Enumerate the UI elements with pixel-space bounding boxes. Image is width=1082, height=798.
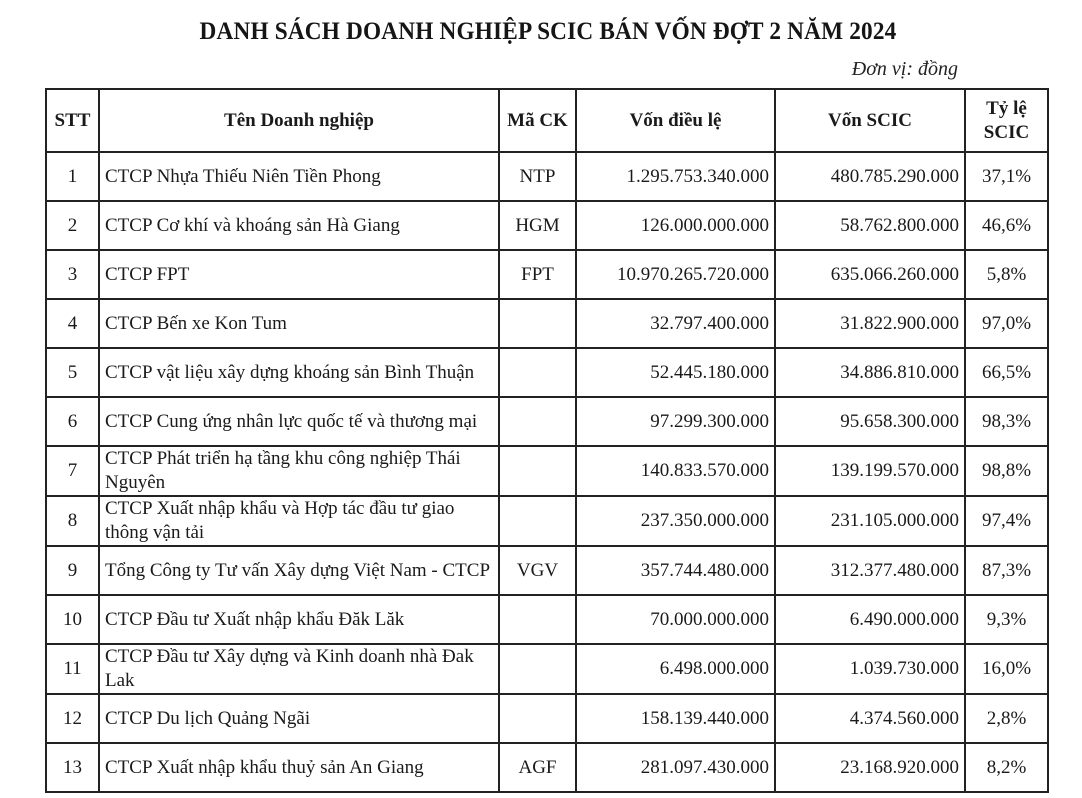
unit-note: Đơn vị: đồng xyxy=(851,58,958,80)
header-scic-capital: Vốn SCIC xyxy=(775,89,965,152)
table-row xyxy=(46,496,1048,546)
cell-name: CTCP vật liệu xây dựng khoáng sản Bình Thuận xyxy=(99,348,499,397)
cell-stt: 5 xyxy=(46,348,99,397)
cell-name: CTCP Đầu tư Xuất nhập khẩu Đăk Lăk xyxy=(99,595,499,644)
cell-code: HGM xyxy=(499,201,576,250)
document-title: DANH SÁCH DOANH NGHIỆP SCIC BÁN VỐN ĐỢT 2 NĂM 2024 xyxy=(199,18,897,45)
cell-ratio: 97,4% xyxy=(965,496,1048,546)
cell-code xyxy=(499,446,576,496)
cell-scic-capital: 480.785.290.000 xyxy=(775,152,965,201)
cell-charter-capital: 70.000.000.000 xyxy=(576,595,775,644)
table-row xyxy=(46,201,1048,250)
cell-scic-capital: 312.377.480.000 xyxy=(775,546,965,595)
cell-name: CTCP Xuất nhập khẩu thuỷ sản An Giang xyxy=(99,743,499,792)
cell-stt: 7 xyxy=(46,446,99,496)
cell-scic-capital: 1.039.730.000 xyxy=(775,644,965,694)
header-name: Tên Doanh nghiệp xyxy=(99,89,499,152)
cell-code xyxy=(499,694,576,743)
cell-name: CTCP FPT xyxy=(99,250,499,299)
cell-stt: 2 xyxy=(46,201,99,250)
cell-scic-capital: 58.762.800.000 xyxy=(775,201,965,250)
cell-ratio: 98,3% xyxy=(965,397,1048,446)
cell-code xyxy=(499,397,576,446)
cell-stt: 3 xyxy=(46,250,99,299)
cell-charter-capital: 6.498.000.000 xyxy=(576,644,775,694)
cell-code: NTP xyxy=(499,152,576,201)
cell-code: FPT xyxy=(499,250,576,299)
enterprise-table xyxy=(45,88,1049,793)
cell-scic-capital: 6.490.000.000 xyxy=(775,595,965,644)
cell-stt: 4 xyxy=(46,299,99,348)
cell-code xyxy=(499,496,576,546)
cell-ratio: 2,8% xyxy=(965,694,1048,743)
table-row xyxy=(46,546,1048,595)
header-scic-ratio-line1: Tỷ lệ xyxy=(986,97,1027,119)
table-row xyxy=(46,250,1048,299)
cell-scic-capital: 139.199.570.000 xyxy=(775,446,965,496)
cell-charter-capital: 158.139.440.000 xyxy=(576,694,775,743)
cell-scic-capital: 635.066.260.000 xyxy=(775,250,965,299)
cell-charter-capital: 357.744.480.000 xyxy=(576,546,775,595)
table-row xyxy=(46,299,1048,348)
cell-ratio: 87,3% xyxy=(965,546,1048,595)
table-row xyxy=(46,397,1048,446)
cell-scic-capital: 23.168.920.000 xyxy=(775,743,965,792)
cell-charter-capital: 32.797.400.000 xyxy=(576,299,775,348)
cell-ratio: 16,0% xyxy=(965,644,1048,694)
table-row xyxy=(46,743,1048,792)
table-row xyxy=(46,595,1048,644)
table-row xyxy=(46,446,1048,496)
cell-ratio: 98,8% xyxy=(965,446,1048,496)
cell-code xyxy=(499,348,576,397)
table-header-row xyxy=(46,89,1048,152)
cell-name: CTCP Nhựa Thiếu Niên Tiền Phong xyxy=(99,152,499,201)
table-row xyxy=(46,152,1048,201)
cell-scic-capital: 34.886.810.000 xyxy=(775,348,965,397)
cell-scic-capital: 4.374.560.000 xyxy=(775,694,965,743)
cell-ratio: 37,1% xyxy=(965,152,1048,201)
cell-code xyxy=(499,299,576,348)
cell-name: CTCP Cung ứng nhân lực quốc tế và thương mại xyxy=(99,397,499,446)
cell-stt: 1 xyxy=(46,152,99,201)
cell-stt: 12 xyxy=(46,694,99,743)
cell-scic-capital: 95.658.300.000 xyxy=(775,397,965,446)
cell-name: CTCP Phát triển hạ tầng khu công nghiệp Thái Nguyên xyxy=(99,446,499,496)
cell-ratio: 9,3% xyxy=(965,595,1048,644)
cell-ratio: 97,0% xyxy=(965,299,1048,348)
cell-code xyxy=(499,644,576,694)
cell-ratio: 5,8% xyxy=(965,250,1048,299)
header-scic-ratio-line2: SCIC xyxy=(983,121,1030,143)
header-charter-capital: Vốn điều lệ xyxy=(576,89,775,152)
cell-charter-capital: 52.445.180.000 xyxy=(576,348,775,397)
cell-stt: 13 xyxy=(46,743,99,792)
cell-stt: 9 xyxy=(46,546,99,595)
cell-name: CTCP Bến xe Kon Tum xyxy=(99,299,499,348)
cell-stt: 11 xyxy=(46,644,99,694)
cell-code: VGV xyxy=(499,546,576,595)
table-row xyxy=(46,694,1048,743)
header-code: Mã CK xyxy=(499,89,576,152)
header-scic-ratio xyxy=(965,89,1048,152)
table-row xyxy=(46,348,1048,397)
cell-name: CTCP Đầu tư Xây dựng và Kinh doanh nhà Đak Lak xyxy=(99,644,499,694)
cell-code xyxy=(499,595,576,644)
cell-stt: 10 xyxy=(46,595,99,644)
cell-charter-capital: 1.295.753.340.000 xyxy=(576,152,775,201)
cell-charter-capital: 10.970.265.720.000 xyxy=(576,250,775,299)
cell-charter-capital: 97.299.300.000 xyxy=(576,397,775,446)
cell-name: CTCP Cơ khí và khoáng sản Hà Giang xyxy=(99,201,499,250)
cell-charter-capital: 281.097.430.000 xyxy=(576,743,775,792)
cell-stt: 6 xyxy=(46,397,99,446)
cell-charter-capital: 126.000.000.000 xyxy=(576,201,775,250)
cell-scic-capital: 231.105.000.000 xyxy=(775,496,965,546)
cell-code: AGF xyxy=(499,743,576,792)
table-row xyxy=(46,644,1048,694)
cell-name: CTCP Du lịch Quảng Ngãi xyxy=(99,694,499,743)
cell-name: CTCP Xuất nhập khẩu và Hợp tác đầu tư giao thông vận tải xyxy=(99,496,499,546)
cell-charter-capital: 140.833.570.000 xyxy=(576,446,775,496)
header-stt: STT xyxy=(46,89,99,152)
cell-charter-capital: 237.350.000.000 xyxy=(576,496,775,546)
cell-stt: 8 xyxy=(46,496,99,546)
cell-ratio: 66,5% xyxy=(965,348,1048,397)
cell-ratio: 8,2% xyxy=(965,743,1048,792)
cell-ratio: 46,6% xyxy=(965,201,1048,250)
cell-name: Tổng Công ty Tư vấn Xây dựng Việt Nam - CTCP xyxy=(99,546,499,595)
cell-scic-capital: 31.822.900.000 xyxy=(775,299,965,348)
